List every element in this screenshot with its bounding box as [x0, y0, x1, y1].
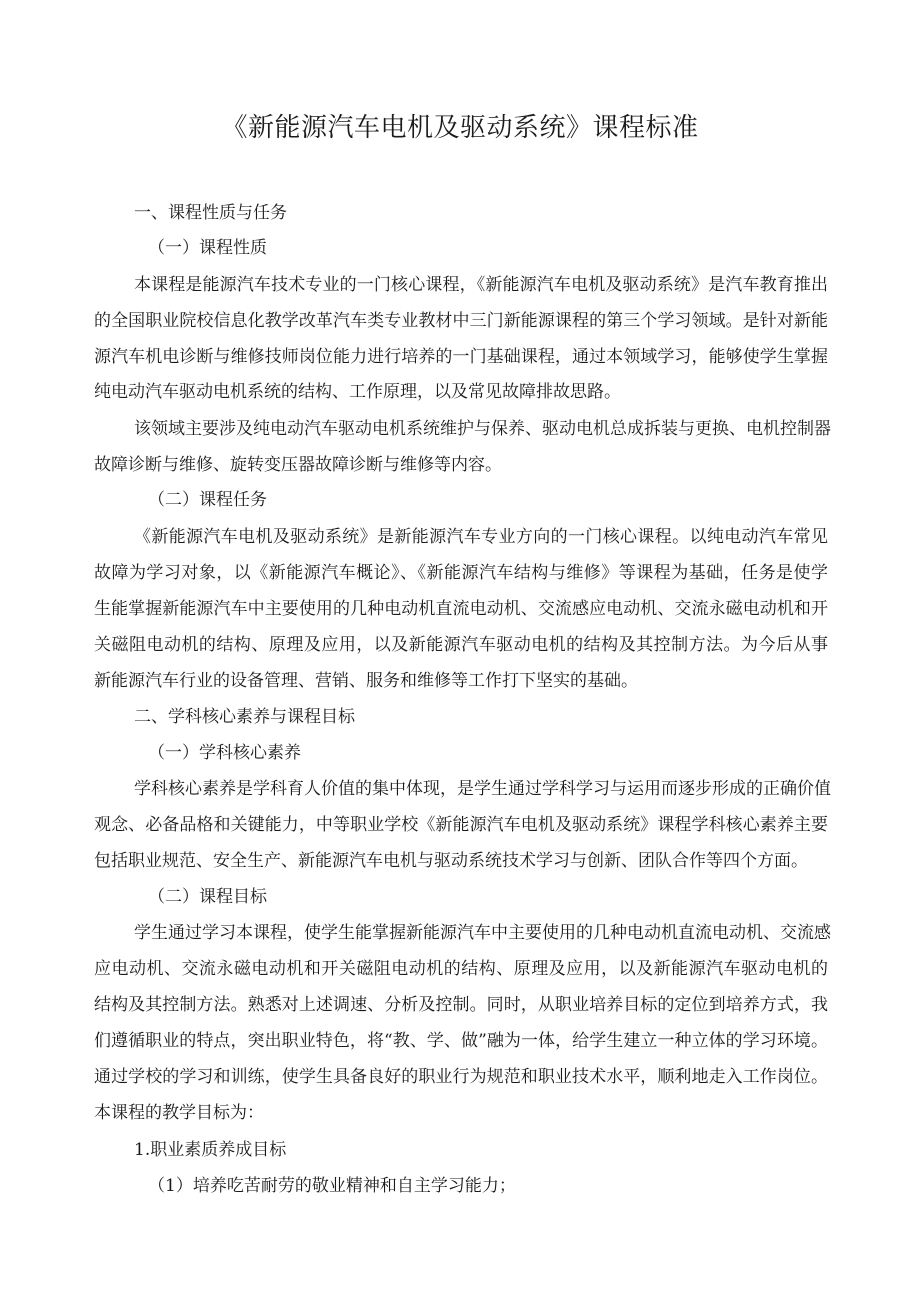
paragraph-line: 结构及其控制方法。熟悉对上述调速、分析及控制。同时，从职业培养目标的定位到培养方式，我: [94, 995, 828, 1015]
paragraph-line: 故障诊断与维修、旋转变压器故障诊断与维修等内容。: [94, 455, 502, 475]
paragraph-line: 该领域主要涉及纯电动汽车驱动电机系统维护与保养、驱动电机总成拆装与更换、电机控制器: [134, 419, 831, 439]
subsection-heading-2-1: （一）学科核心素养: [148, 743, 301, 763]
document-title: 《新能源汽车电机及驱动系统》课程标准: [221, 113, 699, 143]
paragraph-line: 本课程是能源汽车技术专业的一门核心课程，《新能源汽车电机及驱动系统》是汽车教育推出: [134, 275, 828, 295]
section-heading-1: 一、课程性质与任务: [134, 203, 287, 223]
list-item: （1）培养吃苦耐劳的敬业精神和自主学习能力；: [148, 1176, 516, 1196]
subsection-heading-2-2: （二）课程目标: [148, 887, 267, 907]
paragraph-line: 本课程的教学目标为：: [94, 1103, 264, 1123]
paragraph-line: 关磁阻电动机的结构、原理及应用，以及新能源汽车驱动电机的结构及其控制方法。为今后从事: [94, 635, 828, 655]
paragraph-line: 应电动机、交流永磁电动机和开关磁阻电动机的结构、原理及应用，以及新能源汽车驱动电机的: [94, 959, 828, 979]
subsection-heading-1-1: （一）课程性质: [148, 238, 267, 258]
paragraph-line: 的全国职业院校信息化教学改革汽车类专业教材中三门新能源课程的第三个学习领域。是针对新能: [94, 311, 828, 331]
section-heading-2: 二、学科核心素养与课程目标: [134, 707, 355, 727]
paragraph-line: 包括职业规范、安全生产、新能源汽车电机与驱动系统技术学习与创新、团队合作等四个方面。: [94, 851, 808, 871]
paragraph-line: 生能掌握新能源汽车中主要使用的几种电动机直流电动机、交流感应电动机、交流永磁电动机和开: [94, 599, 828, 619]
paragraph-line: 们遵循职业的特点，突出职业特色，将“教、学、做”融为一体，给学生建立一种立体的学习环境。: [94, 1031, 828, 1051]
paragraph-line: 源汽车机电诊断与维修技师岗位能力进行培养的一门基础课程，通过本领域学习，能够使学生掌握: [94, 347, 828, 367]
paragraph-line: 学科核心素养是学科育人价值的集中体现，是学生通过学科学习与运用而逐步形成的正确价值: [134, 779, 831, 799]
paragraph-line: 《新能源汽车电机及驱动系统》是新能源汽车专业方向的一门核心课程。以纯电动汽车常见: [134, 527, 828, 547]
paragraph-line: 故障为学习对象，以《新能源汽车概论》、《新能源汽车结构与维修》等课程为基础，任务是使学: [94, 563, 828, 583]
paragraph-line: 通过学校的学习和训练，使学生具备良好的职业行为规范和职业技术水平，顺利地走入工作岗位。: [94, 1067, 828, 1087]
list-heading: 1.职业素质养成目标: [134, 1140, 287, 1160]
paragraph-line: 观念、必备品格和关键能力，中等职业学校《新能源汽车电机及驱动系统》课程学科核心素养主要: [94, 815, 828, 835]
paragraph-line: 新能源汽车行业的设备管理、营销、服务和维修等工作打下坚实的基础。: [94, 671, 638, 691]
paragraph-line: 学生通过学习本课程，使学生能掌握新能源汽车中主要使用的几种电动机直流电动机、交流感: [134, 923, 831, 943]
paragraph-line: 纯电动汽车驱动电机系统的结构、工作原理，以及常见故障排故思路。: [94, 382, 621, 402]
subsection-heading-1-2: （二）课程任务: [148, 490, 267, 510]
